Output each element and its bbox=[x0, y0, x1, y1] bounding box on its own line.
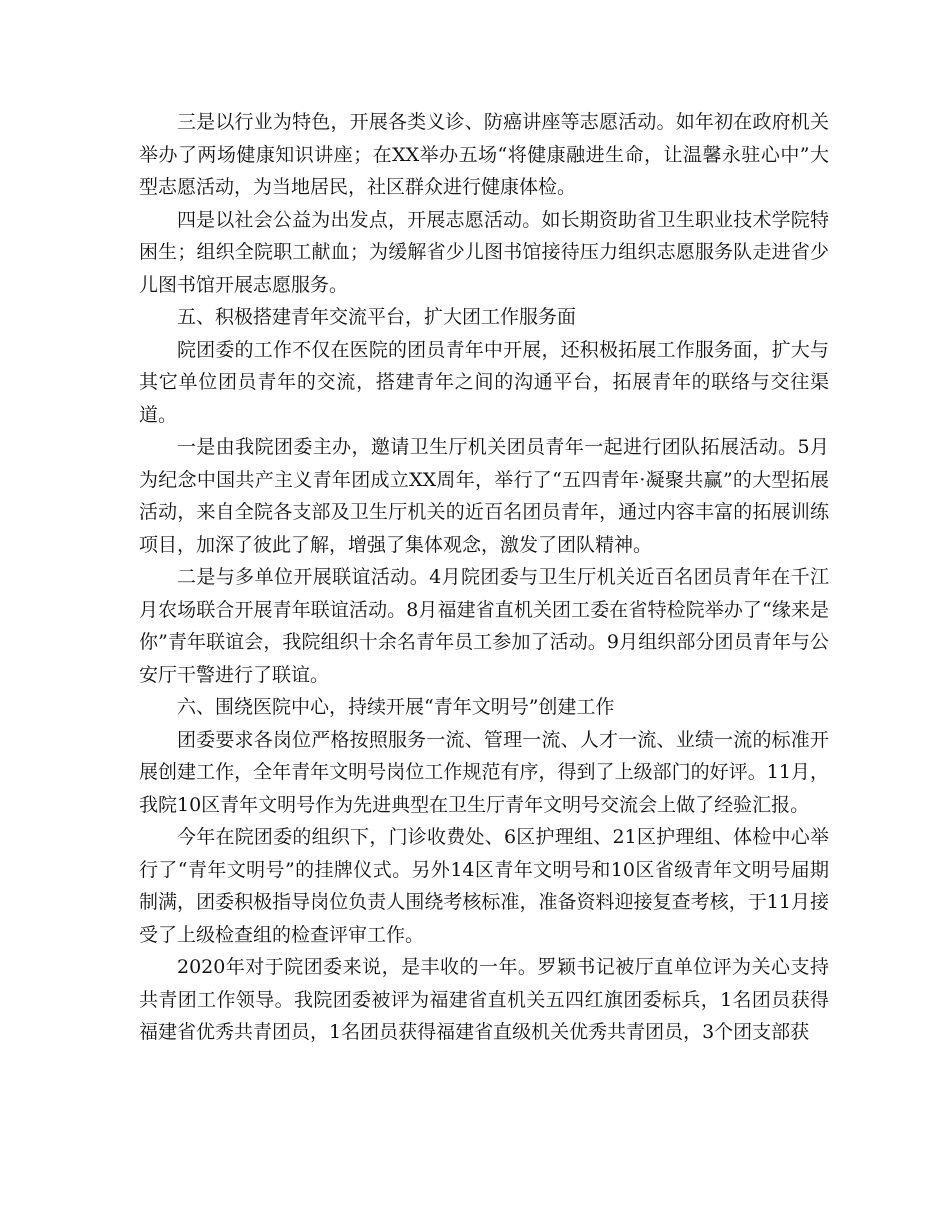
paragraph-volunteer-medical: 三是以行业为特色，开展各类义诊、防癌讲座等志愿活动。如年初在政府机关举办了两场健康知识讲座；在XX举办五场“将健康融进生命，让温馨永驻心中”大型志愿活动，为当地居民，社区群众进行健康体检。 bbox=[139, 111, 829, 198]
section-heading-six: 六、围绕医院中心，持续开展“青年文明号”创建工作 bbox=[177, 696, 615, 718]
section-heading-five: 五、积极搭建青年交流平台，扩大团工作服务面 bbox=[177, 306, 577, 328]
paragraph-civilization-creation: 团委要求各岗位严格按照服务一流、管理一流、人才一流、业绩一流的标准开展创建工作，全年青年文明号岗位工作规范有序，得到了上级部门的好评。11月，我院10区青年文明号作为先进典型在卫生厅青年文明号交流会上做了经验汇报。 bbox=[139, 728, 829, 816]
paragraph-public-welfare: 四是以社会公益为出发点，开展志愿活动。如长期资助省卫生职业技术学院特困生；组织全院职工献血；为缓解省少儿图书馆接待压力组织志愿服务队走进省少儿图书馆开展志愿服务。 bbox=[139, 208, 829, 296]
paragraph-friendship-activities: 二是与多单位开展联谊活动。4月院团委与卫生厅机关近百名团员青年在千江月农场联合开展青年联谊活动。8月福建省直机关团工委在省特检院举办了“缘来是你”青年联谊会，我院组织十余名青年员工参加了活动。9月组织部分团员青年与公安厅干警进行了联谊。 bbox=[139, 566, 829, 686]
paragraph-team-expansion: 一是由我院团委主办，邀请卫生厅机关团员青年一起进行团队拓展活动。5月为纪念中国共产主义青年团成立XX周年，举行了“五四青年·凝聚共赢”的大型拓展活动，来自全院各支部及卫生厅机关的近百名团员青年，通过内容丰富的拓展训练项目，加深了彼此了解，增强了集体观念，激发了团队精神。 bbox=[139, 436, 829, 556]
paragraph-plaque-ceremony: 今年在院团委的组织下，门诊收费处、6区护理组、21区护理组、体检中心举行了“青年文明号”的挂牌仪式。另外14区青年文明号和10区省级青年文明号届期制满，团委积极指导岗位负责人围绕考核标准，准备资料迎接复查考核，于11月接受了上级检查组的检查评审工作。 bbox=[139, 826, 829, 946]
document-body bbox=[139, 106, 829, 1049]
paragraph-annual-harvest: 2020年对于院团委来说，是丰收的一年。罗颖书记被厅直单位评为关心支持共青团工作领导。我院团委被评为福建省直机关五四红旗团委标兵，1名团员获得福建省优秀共青团员，1名团员获得福建省直级机关优秀共青团员，3个团支部获 bbox=[139, 956, 829, 1043]
paragraph-exchange-platform: 院团委的工作不仅在医院的团员青年中开展，还积极拓展工作服务面，扩大与其它单位团员青年的交流，搭建青年之间的沟通平台，拓展青年的联络与交往渠道。 bbox=[139, 338, 829, 426]
